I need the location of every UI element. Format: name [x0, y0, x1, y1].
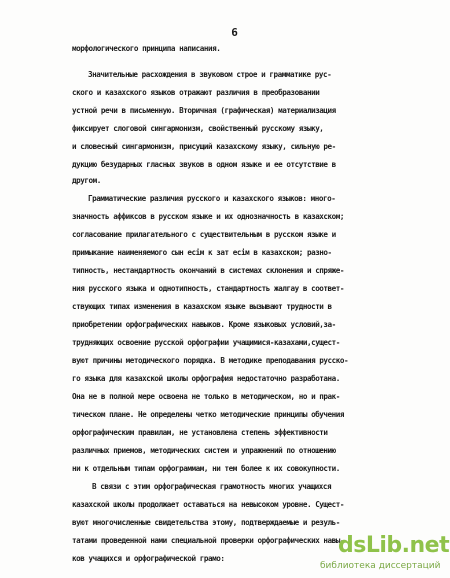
text-line: морфологического принципа написания. [72, 44, 221, 53]
text-line: значность аффиксов в русском языке и их однозначность в казахском; [72, 212, 345, 221]
text-line: другом. [72, 176, 101, 185]
text-line: Она не в полной мере освоена не только в методическом, но и прак- [72, 392, 340, 401]
text-line: орфографическим правилам, не установлена степень эффективности [72, 428, 328, 437]
text-line: различных приемов, методических систем и упражнений по отношению [72, 446, 336, 455]
text-line: фиксирует слоговой сингармонизм, свойственный русскому языку, [72, 124, 324, 133]
text-line: Грамматические различия русского и казахского языков: много- [88, 194, 336, 203]
dslib-logo: dsLib.net [338, 533, 450, 558]
text-line: устной речи в письменную. Вторичная (графическая) материализация [72, 106, 336, 115]
text-line: вуют причины методического порядка. В методике преподавания русско- [72, 356, 349, 365]
dslib-watermark [320, 533, 450, 574]
text-line: ского и казахского языков отражают различия в преобразовании [72, 88, 320, 97]
dslib-subtitle: библиотека диссертаций [320, 561, 441, 571]
text-line: приобретении орфографических навыков. Кроме языковых условий,за- [72, 320, 336, 329]
text-line: В связи с этим орфографическая грамотность многих учащихся [92, 482, 332, 491]
text-line: трудняющих освоение русской орфографии учащимися-казахами,сущест- [72, 338, 340, 347]
text-line: ствующих типах изменения в казахском языке вызывают трудности в [72, 302, 332, 311]
text-line: Значительные расхождения в звуковом строе и грамматике рус- [88, 70, 332, 79]
text-line: ков учащихся и орфографической грамо: [72, 554, 225, 563]
text-line: ния русского языка и однотипность, стандартность жалгау в соответ- [72, 284, 345, 293]
text-line: вуют многочисленные свидетельства этому, подтверждаемые и резуль- [72, 518, 340, 527]
text-line: примыкание наименяемого сын есім к зат есім в казахском; разно- [72, 248, 332, 257]
text-line: го языка для казахской школы орфография недостаточно разработана. [72, 374, 340, 383]
text-line: типность, нестандартность окончаний в системах склонения и спряже- [72, 266, 345, 275]
text-line: татами проведенной нами специальной проверки орфографических навы- [72, 536, 345, 545]
text-line: тическом плане. Не определены четко методические принципы обучения [72, 410, 345, 419]
text-line: ни к отдельным типам орфограммам, ни тем более к их совокупности. [72, 464, 340, 473]
text-line: казахской школы продолжает оставаться на невысоком уровне. Сущест- [72, 500, 345, 509]
text-line: согласование прилагательного с существительным в русском языке и [72, 230, 336, 239]
page-number: 6 [231, 26, 239, 39]
text-line: дукцию безударных гласных звуков в одном языке и ее отсутствие в [72, 160, 336, 169]
text-line: и словесный сингармонизм, присущий казахскому языку, сильную ре- [72, 142, 336, 151]
